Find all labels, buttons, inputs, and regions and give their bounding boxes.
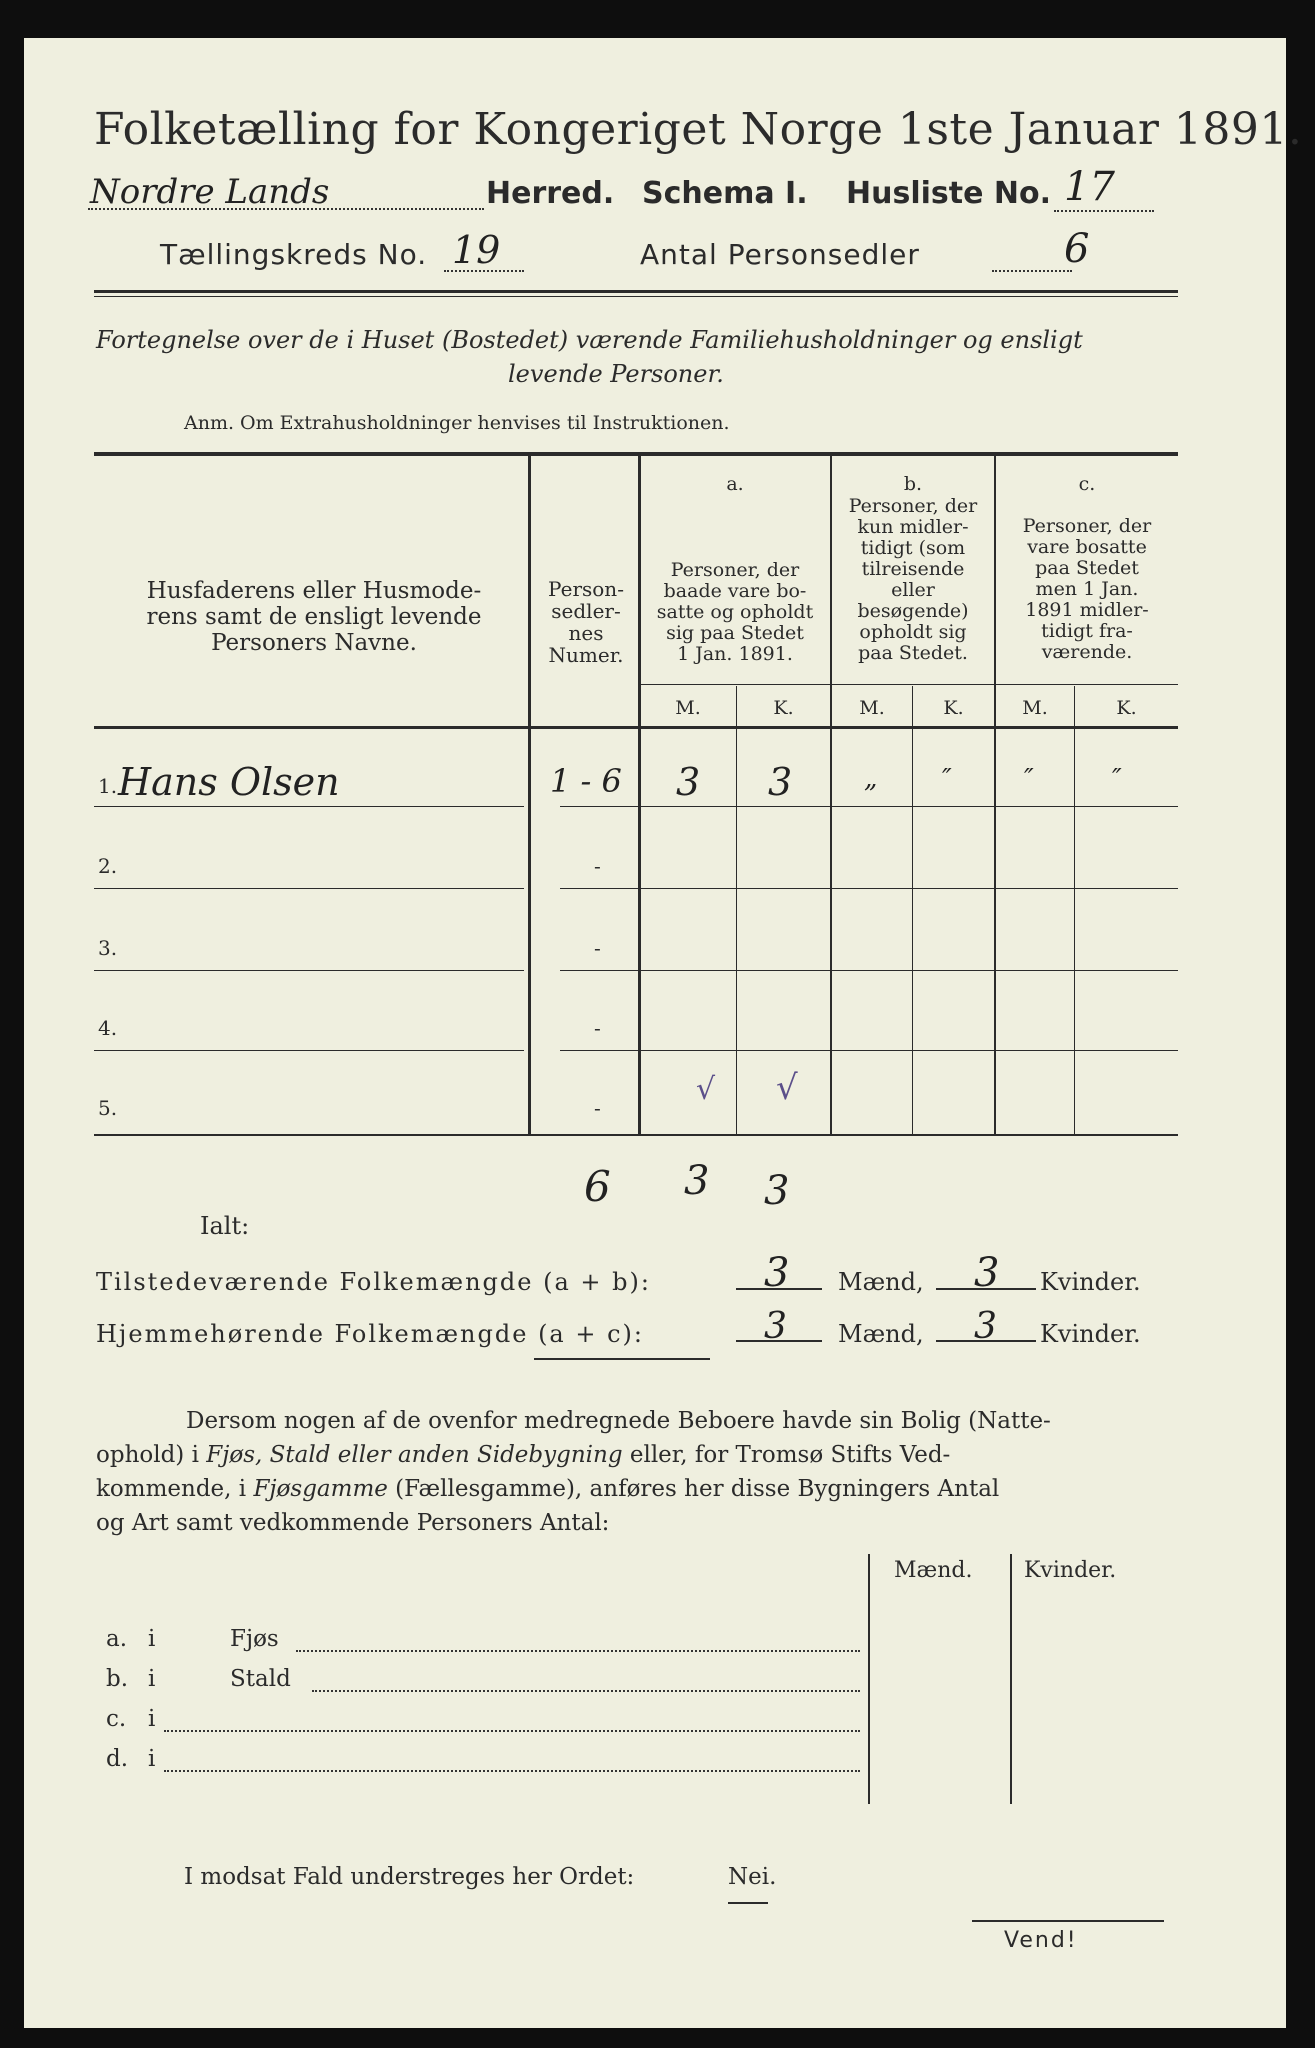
herred-value: Nordre Lands (90, 172, 330, 212)
col-a-header-line: sig paa Stedet (666, 622, 804, 644)
hjem-label: Hjemmehørende Folkemængde (a + c): (96, 1320, 644, 1348)
herred-dots (88, 208, 484, 210)
row-c-k: ″ (1112, 764, 1122, 794)
numer-header (534, 578, 638, 666)
bygning-item-i: i (148, 1746, 156, 1772)
bygning-item-i: i (148, 1626, 156, 1652)
tilst-kvinder: Kvinder. (1040, 1268, 1141, 1296)
modsat-word: Nei. (728, 1864, 777, 1890)
bygning-line-2 (96, 1438, 1180, 1472)
row-rule (94, 806, 524, 807)
col-b-header-line: Personer, der (848, 495, 978, 517)
bygning-line-4: og Art samt vedkommende Personers Antal: (96, 1510, 610, 1536)
bygning-line-3c: (Fællesgamme), anføres her disse Bygningers Antal (387, 1476, 1000, 1502)
bygning-line-2b: Fjøs, Stald eller anden Sidebygning (206, 1442, 623, 1468)
col-b-header-line: besøgende) (857, 600, 969, 622)
col-c-letter: c. (1078, 473, 1096, 495)
schema-label: Schema I. (642, 176, 808, 211)
section-divider (534, 1358, 710, 1360)
vend-label: Vend! (1004, 1928, 1078, 1953)
names-header-line: Personers Navne. (211, 630, 417, 656)
bygning-line-2c: eller, for Tromsø Stifts Ved- (622, 1442, 951, 1468)
ialt-a-k: 3 (764, 1168, 790, 1214)
row-rule (560, 888, 1178, 889)
col-b-header-line: eller (891, 579, 935, 601)
col-c-header-line: men 1 Jan. (1035, 578, 1139, 600)
bygning-item-letter: c. (106, 1706, 127, 1732)
row-numer: - (594, 854, 601, 878)
b-m-label: M. (859, 697, 885, 719)
col-b-header-line: tilreisende (861, 558, 965, 580)
anm-note: Anm. Om Extrahusholdninger henvises til Instruktionen. (184, 412, 730, 434)
row-rule (560, 806, 1178, 807)
census-form-sheet (24, 38, 1303, 2028)
ialt-label: Ialt: (200, 1212, 250, 1240)
col-a-header-line: baade vare bo- (663, 580, 807, 602)
col-a-letter: a. (726, 473, 744, 495)
row-a-k: 3 (768, 760, 793, 804)
kreds-value: 19 (452, 228, 501, 272)
col-b-header-line: opholdt sig (859, 621, 967, 643)
col-a-header (640, 560, 830, 665)
row-number: 1. (98, 774, 118, 798)
row-name: Hans Olsen (118, 760, 340, 804)
col-c-header-line: Personer, der (1022, 515, 1152, 537)
row-number: 4. (98, 1016, 118, 1040)
tilst-m: 3 (764, 1250, 790, 1296)
hjem-m: 3 (764, 1306, 787, 1347)
col-a-header-line: satte og opholdt (656, 601, 814, 623)
col-divider-numer (638, 456, 641, 1134)
table-bottom-rule (94, 1134, 1178, 1136)
col-divider-names (528, 456, 531, 1134)
hjem-kvinder: Kvinder. (1040, 1320, 1141, 1348)
col-a-header-line: Personer, der (670, 559, 800, 581)
row-a-m: √ (696, 1072, 716, 1107)
row-rule (94, 970, 524, 971)
col-c-header-line: vare bosatte (1027, 536, 1147, 558)
antal-label: Antal Personsedler (640, 238, 920, 271)
row-rule (560, 1050, 1178, 1051)
bygning-item-letter: d. (106, 1746, 129, 1772)
antal-value: 6 (1064, 226, 1090, 272)
tilst-label: Tilstedeværende Folkemængde (a + b): (96, 1268, 651, 1296)
names-header (114, 578, 514, 656)
col-c-header (996, 516, 1178, 663)
kreds-dots (444, 270, 524, 272)
col-divider-b-mk (912, 686, 913, 1134)
intro-line-2: levende Personer. (508, 360, 724, 388)
col-b-header-line: kun midler- (857, 516, 969, 538)
row-number: 2. (98, 854, 118, 878)
bygning-line-3 (96, 1472, 1180, 1506)
tilst-maend: Mænd, (838, 1268, 924, 1296)
row-b-k: ″ (942, 764, 952, 794)
col-c-header-line: værende. (1041, 641, 1133, 663)
a-m-label: M. (675, 697, 701, 719)
names-header-line: rens samt de ensligt levende (146, 604, 482, 630)
row-number: 5. (98, 1096, 118, 1120)
bygning-item-dots (164, 1730, 860, 1732)
modsat-underline (728, 1902, 768, 1904)
numer-header-line: sedler- (551, 599, 621, 623)
bygning-item-dots (312, 1690, 860, 1692)
bygning-paragraph (96, 1404, 1180, 1540)
bygning-item-letter: a. (106, 1626, 128, 1652)
row-a-m: 3 (676, 760, 701, 804)
bygning-item-i: i (148, 1666, 156, 1692)
numer-header-line: nes (568, 621, 604, 645)
bygning-col-left (868, 1554, 870, 1804)
header-rule (94, 290, 1178, 293)
row-c-m: ″ (1024, 764, 1034, 794)
bygning-item-label: Stald (230, 1666, 291, 1692)
bygning-col-mid (1010, 1554, 1012, 1804)
intro-line-1: Fortegnelse over de i Huset (Bostedet) værende Familiehusholdninger og ensligt (96, 326, 1083, 354)
vend-rule (972, 1920, 1164, 1922)
bygning-item-label: Fjøs (230, 1626, 279, 1652)
col-c-header-line: 1891 midler- (1025, 599, 1149, 621)
husliste-dots (1054, 210, 1154, 212)
bygning-item-dots (164, 1770, 860, 1772)
col-divider-a-mk (736, 686, 737, 1134)
bygning-item-letter: b. (106, 1666, 129, 1692)
bygning-line-3a: kommende, i (96, 1476, 254, 1502)
mk-header-rule (640, 684, 1178, 685)
table-header-bottom-rule (94, 726, 1178, 729)
c-k-label: K. (1116, 697, 1137, 719)
table-top-rule (94, 452, 1178, 456)
row-number: 3. (98, 936, 118, 960)
husliste-value: 17 (1064, 164, 1115, 210)
b-k-label: K. (943, 697, 964, 719)
ialt-numer: 6 (584, 1162, 611, 1211)
row-numer: - (594, 1016, 601, 1040)
herred-label: Herred. (486, 176, 615, 211)
numer-header-line: Numer. (548, 643, 624, 667)
bygning-line-3b: Fjøsgamme (253, 1476, 388, 1502)
row-a-k: √ (776, 1068, 798, 1108)
row-numer: - (594, 1096, 601, 1120)
col-b-header (832, 496, 994, 664)
row-rule (94, 1050, 524, 1051)
row-b-m: „ (864, 764, 878, 794)
row-numer: 1 - 6 (550, 762, 622, 800)
col-b-header-line: tidigt (som (860, 537, 966, 559)
numer-header-line: Person- (548, 577, 624, 601)
bygning-item-i: i (148, 1706, 156, 1732)
hjem-k: 3 (974, 1306, 997, 1347)
kreds-label: Tællingskreds No. (160, 238, 428, 271)
header-rule-thin (94, 296, 1178, 297)
bygning-item-dots (296, 1650, 860, 1652)
modsat-label: I modsat Fald understreges her Ordet: (184, 1864, 635, 1890)
husliste-label: Husliste No. (846, 176, 1051, 211)
hjem-maend: Mænd, (838, 1320, 924, 1348)
col-b-letter: b. (903, 473, 923, 495)
bygning-maend-header: Mænd. (894, 1558, 973, 1583)
ialt-a-m: 3 (684, 1158, 710, 1204)
bygning-line-2a: ophold) i (96, 1442, 207, 1468)
c-m-label: M. (1022, 697, 1048, 719)
bygning-line-1: Dersom nogen af de ovenfor medregnede Beboere havde sin Bolig (Natte- (186, 1408, 1051, 1434)
col-divider-c-mk (1074, 686, 1075, 1134)
row-rule (94, 888, 524, 889)
antal-dots (992, 270, 1072, 272)
names-header-line: Husfaderens eller Husmode- (146, 578, 482, 604)
form-title: Folketælling for Kongeriget Norge 1ste Januar 1891. (94, 104, 1303, 155)
col-a-header-line: 1 Jan. 1891. (677, 643, 793, 665)
col-c-header-line: paa Stedet (1035, 557, 1139, 579)
col-c-header-line: tidigt fra- (1041, 620, 1133, 642)
col-b-header-line: paa Stedet. (858, 642, 968, 664)
row-rule (560, 970, 1178, 971)
tilst-k: 3 (974, 1250, 1000, 1296)
row-numer: - (594, 936, 601, 960)
a-k-label: K. (773, 697, 794, 719)
bygning-kvinder-header: Kvinder. (1024, 1558, 1117, 1583)
